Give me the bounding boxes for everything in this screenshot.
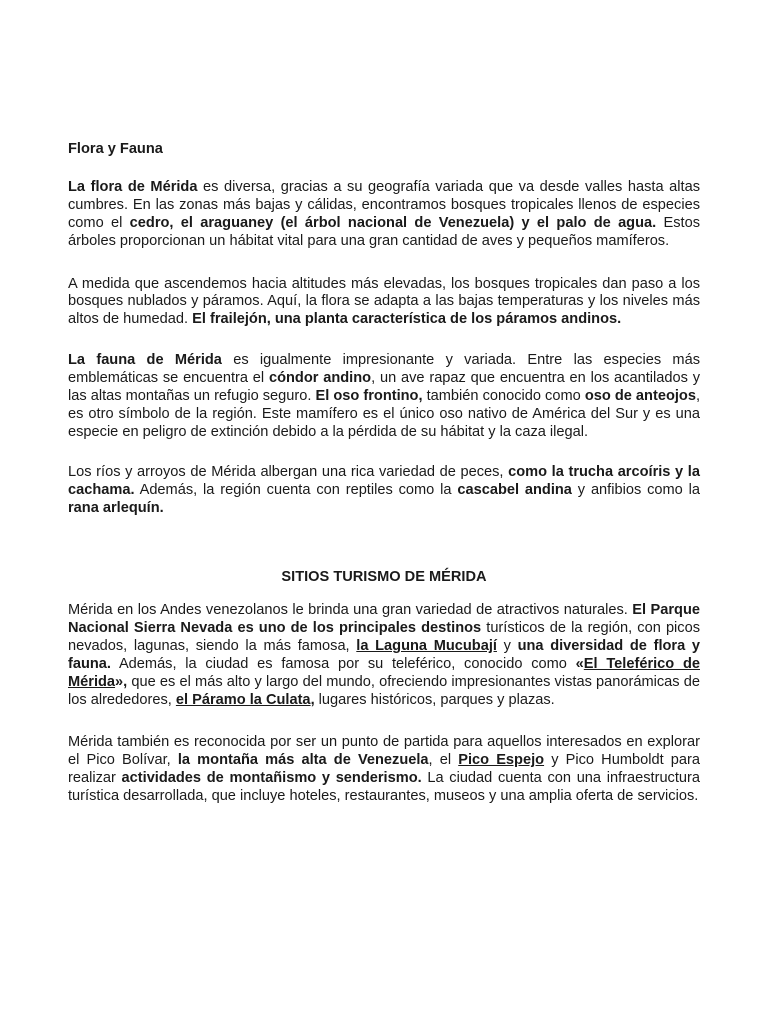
bold-text: ,: [310, 691, 315, 708]
body-text: turísticos de la región, con picos nevados, lagunas, siendo la más famosa,: [68, 620, 701, 655]
bold-text: rana arlequín.: [68, 499, 164, 516]
body-text: que es el más alto y largo del mundo, ofreciendo impresionantes vistas panorámicas de los alrededores,: [68, 674, 700, 708]
section-title: SITIOS TURISMO DE MÉRIDA: [281, 568, 487, 585]
body-text: y anfibios como la: [571, 481, 700, 498]
underlined-text: el Páramo la Culata: [175, 691, 311, 708]
body-text: Además, la región cuenta con reptiles como la: [134, 481, 458, 498]
bold-text: El oso frontino,: [315, 388, 423, 405]
body-text: Mérida en los Andes venezolanos le brinda una gran variedad de atractivos naturales.: [68, 602, 633, 619]
paragraph-fauna: [68, 352, 700, 442]
body-text: Los ríos y arroyos de Mérida albergan una rica variedad de peces,: [68, 463, 509, 480]
body-text: Además, la ciudad es famosa por su teleférico, conocido como: [110, 656, 576, 673]
body-text: , un ave rapaz que encuentra en los acantilados y las altas montañas un refugio seguro.: [68, 370, 700, 405]
body-text: es diversa, gracias a su geografía variada que va desde valles hasta altas cumbres. En las zonas más bajas y cálidas, encontramos bosques tropicales llenos de especies como el: [68, 178, 700, 231]
bold-text: »,: [115, 674, 128, 691]
bold-text: como la trucha arcoíris y la cachama.: [68, 463, 700, 498]
bold-text: El Parque Nacional Sierra Nevada es uno de los principales destinos: [68, 602, 700, 637]
underlined-text: El Teleférico de Mérida: [68, 656, 700, 691]
body-text: y Pico Humboldt para realizar: [68, 751, 700, 786]
body-text: Estos árboles proporcionan un hábitat vital para una gran cantidad de aves y pequeños mamíferos.: [68, 214, 700, 249]
body-text: y: [496, 638, 518, 655]
bold-text: El frailejón, una planta característica de los páramos andinos.: [192, 311, 622, 328]
paragraph-altitudes: [68, 276, 700, 330]
document-page: [68, 141, 700, 805]
paragraph-tourism: [68, 602, 700, 709]
bold-text: cedro, el araguaney (el árbol nacional de Venezuela) y el palo de agua.: [129, 214, 657, 231]
section-heading: Flora y Fauna: [68, 141, 163, 157]
underlined-text: la Laguna Mucubají: [356, 638, 497, 655]
bold-text: una diversidad de flora y fauna.: [68, 638, 700, 673]
body-text: A medida que ascendemos hacia altitudes más elevadas, los bosques tropicales dan paso a los bosques nublados y páramos. Aquí, la flora se adapta a las bajas temperaturas y los niveles más altos de humedad.: [68, 275, 700, 328]
body-text: Mérida también es reconocida por ser un punto de partida para aquellos interesados en explorar el Pico Bolívar,: [68, 733, 700, 768]
bold-text: cóndor andino: [268, 370, 372, 387]
body-text: La ciudad cuenta con una infraestructura turística desarrollada, que incluye hoteles, restaurantes, museos y una amplia oferta de servicios.: [68, 769, 701, 804]
bold-text: «: [575, 656, 584, 673]
underlined-text: Pico Espejo: [458, 751, 545, 768]
body-text: es igualmente impresionante y variada. Entre las especies más emblemáticas se encuentra el: [68, 352, 700, 387]
body-text: también conocido como: [422, 388, 585, 405]
paragraph-rivers: [68, 464, 700, 518]
bold-text: actividades de montañismo y senderismo.: [121, 769, 422, 786]
body-text: , es otro símbolo de la región. Este mamífero es el único oso nativo de América del Sur y es una especie en peligro de extinción debido a la pérdida de su hábitat y la caza ilegal.: [68, 388, 701, 440]
bold-text: La fauna de Mérida: [68, 352, 222, 369]
body-text: , el: [428, 751, 459, 768]
bold-text: cascabel andina: [457, 481, 572, 498]
bold-text: oso de anteojos: [584, 388, 696, 405]
paragraph-flora: [68, 179, 700, 251]
bold-text: la montaña más alta de Venezuela: [177, 751, 429, 768]
bold-text: La flora de Mérida: [68, 178, 198, 195]
paragraph-mountains: [68, 734, 700, 806]
body-text: lugares históricos, parques y plazas.: [314, 691, 555, 708]
